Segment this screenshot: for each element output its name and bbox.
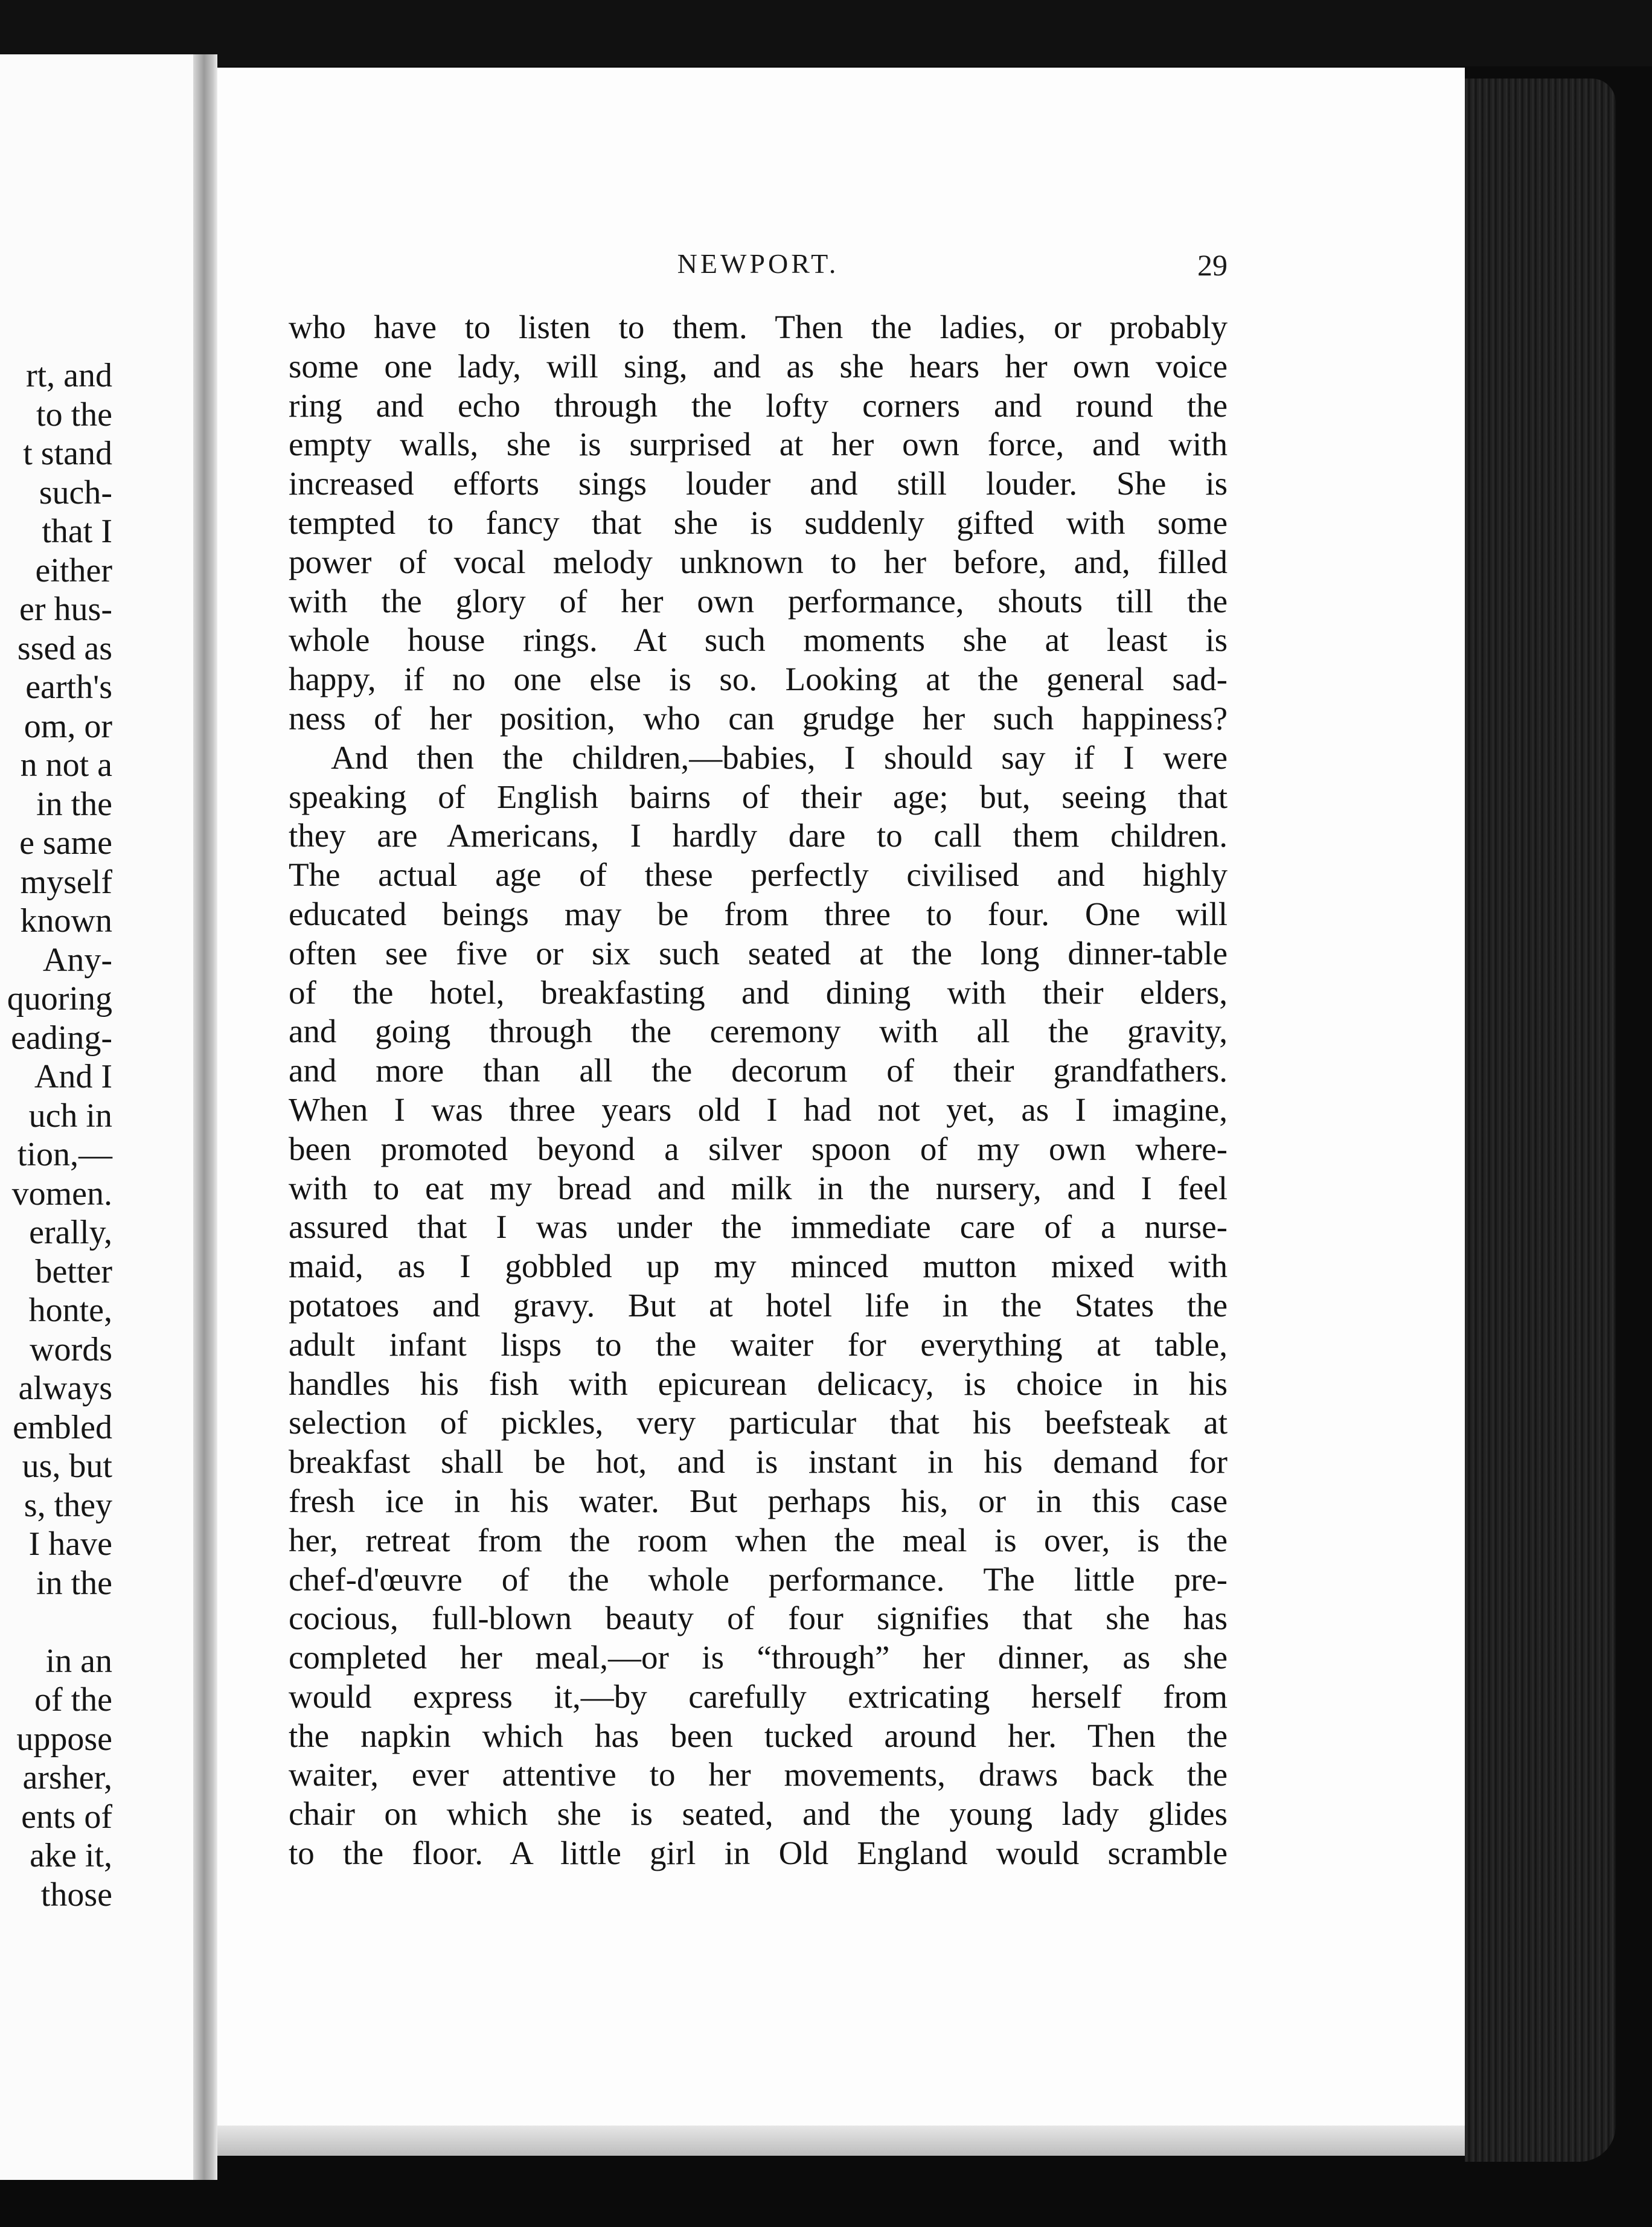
facing-text-line: always	[18, 1370, 112, 1407]
facing-text-line: And I	[34, 1058, 112, 1095]
text-line: some one lady, will sing, and as she hears her own voice	[289, 347, 1228, 385]
text-line: happy, if no one else is so. Looking at the general sad-	[289, 661, 1228, 698]
text-line: ness of her position, who can grudge her such happiness?	[289, 699, 1228, 737]
facing-text-line: t stand	[23, 435, 112, 472]
body-text	[289, 308, 1228, 1873]
facing-text-line: arsher,	[22, 1759, 112, 1796]
text-line: breakfast shall be hot, and is instant in his demand for	[289, 1443, 1228, 1481]
page-header	[289, 248, 1228, 290]
running-head: NEWPORT.	[677, 248, 839, 279]
text-line: who have to listen to them. Then the ladies, or probably	[289, 309, 1228, 345]
facing-text-line: that I	[42, 513, 112, 550]
facing-text-line: uch in	[28, 1097, 112, 1135]
facing-text-line: er hus-	[19, 591, 112, 628]
text-line: fresh ice in his water. But perhaps his, or in this case	[289, 1482, 1228, 1519]
text-line: completed her meal,—or is “through” her dinner, as she	[289, 1639, 1228, 1676]
text-line: And then the children,—babies, I should say if I were	[331, 739, 1228, 776]
text-line: When I was three years old I had not yet, as I imagine,	[289, 1091, 1228, 1128]
facing-page-left	[0, 54, 193, 2180]
text-line: often see five or six such seated at the long dinner-table	[289, 934, 1228, 972]
text-line: of the hotel, breakfasting and dining with their elders,	[289, 973, 1228, 1011]
facing-text-line: ake it,	[30, 1837, 112, 1874]
facing-text-line: to the	[36, 396, 112, 434]
text-line: would express it,—by carefully extricating herself from	[289, 1677, 1228, 1715]
text-line: with to eat my bread and milk in the nursery, and I feel	[289, 1169, 1228, 1206]
text-line: the napkin which has been tucked around her. Then the	[289, 1717, 1228, 1754]
text-line: waiter, ever attentive to her movements, draws back the	[289, 1756, 1228, 1793]
facing-text-line: of the	[34, 1681, 112, 1719]
facing-text-line: earth's	[25, 668, 112, 706]
facing-text-line: n not a	[20, 746, 112, 784]
facing-text-line: I have	[28, 1525, 112, 1563]
facing-text-line: those	[40, 1876, 112, 1914]
facing-text-line: om, or	[24, 707, 112, 745]
facing-text-line: in the	[36, 785, 112, 823]
text-line: assured that I was under the immediate care of a nurse-	[289, 1208, 1228, 1246]
facing-text-line: erally,	[29, 1214, 112, 1251]
text-line: adult infant lisps to the waiter for everything at table,	[289, 1325, 1228, 1363]
book-gutter	[193, 54, 217, 2180]
text-line: tempted to fancy that she is suddenly gifted with some	[289, 504, 1228, 541]
facing-text-line: known	[20, 902, 112, 940]
text-line: potatoes and gravy. But at hotel life in the States the	[289, 1286, 1228, 1324]
facing-text-line: words	[30, 1330, 112, 1368]
facing-text-line	[0, 1603, 112, 1642]
text-line: maid, as I gobbled up my minced mutton mixed with	[289, 1248, 1228, 1285]
facing-text-line: in the	[36, 1564, 112, 1602]
text-line: with the glory of her own performance, shouts till the	[289, 582, 1228, 620]
facing-text-line: uppose	[16, 1720, 112, 1758]
facing-text-line: Any-	[42, 941, 112, 979]
page-number: 29	[1197, 248, 1228, 282]
page-bottom-edge	[217, 2126, 1465, 2156]
text-line: they are Americans, I hardly dare to call them children.	[289, 817, 1228, 854]
text-line: chair on which she is seated, and the young lady glides	[289, 1795, 1228, 1833]
text-line: and going through the ceremony with all the gravity,	[289, 1013, 1228, 1050]
facing-text-line: e same	[19, 824, 112, 862]
text-line: her, retreat from the room when the meal is over, is the	[289, 1521, 1228, 1559]
facing-page-text	[0, 356, 112, 1914]
facing-text-line: rt, and	[25, 357, 112, 394]
facing-text-line: ents of	[21, 1798, 112, 1836]
text-line: cocious, full-blown beauty of four signifies that she has	[289, 1600, 1228, 1637]
facing-text-line: either	[35, 551, 112, 589]
facing-text-line: honte,	[28, 1292, 112, 1329]
text-line: The actual age of these perfectly civilised and highly	[289, 856, 1228, 894]
facing-text-line: s, they	[24, 1486, 112, 1524]
text-line: handles his fish with epicurean delicacy, is choice in his	[289, 1365, 1228, 1402]
text-line: empty walls, she is surprised at her own force, and with	[289, 426, 1228, 463]
facing-text-line: ssed as	[17, 629, 112, 667]
top-dark-band	[0, 0, 1652, 66]
facing-text-line: vomen.	[11, 1174, 112, 1213]
book-page-edges	[1465, 79, 1616, 2162]
facing-text-line: myself	[20, 863, 112, 901]
facing-text-line: in an	[45, 1642, 112, 1680]
text-line: and more than all the decorum of their grandfathers.	[289, 1052, 1228, 1089]
text-line: whole house rings. At such moments she at least is	[289, 621, 1228, 659]
text-line: educated beings may be from three to four. One will	[289, 895, 1228, 932]
facing-text-line: such-	[39, 473, 112, 511]
text-line: to the floor. A little girl in Old England would scramble	[289, 1834, 1228, 1872]
facing-text-line: eading-	[11, 1019, 112, 1057]
text-line: ring and echo through the lofty corners and round the	[289, 386, 1228, 424]
text-line: chef-d'œuvre of the whole performance. The little pre-	[289, 1560, 1228, 1598]
facing-text-line: us, but	[22, 1447, 112, 1485]
text-line: speaking of English bairns of their age; but, seeing that	[289, 778, 1228, 815]
facing-text-line: embled	[13, 1408, 112, 1446]
text-line: been promoted beyond a silver spoon of my own where-	[289, 1130, 1228, 1167]
facing-text-line: better	[35, 1252, 112, 1290]
text-line: power of vocal melody unknown to her before, and, filled	[289, 543, 1228, 580]
facing-text-line: tion,—	[17, 1136, 112, 1173]
text-line: selection of pickles, very particular that his beefsteak at	[289, 1404, 1228, 1441]
text-line: increased efforts sings louder and still louder. She is	[289, 465, 1228, 502]
facing-text-line: quoring	[7, 980, 112, 1017]
